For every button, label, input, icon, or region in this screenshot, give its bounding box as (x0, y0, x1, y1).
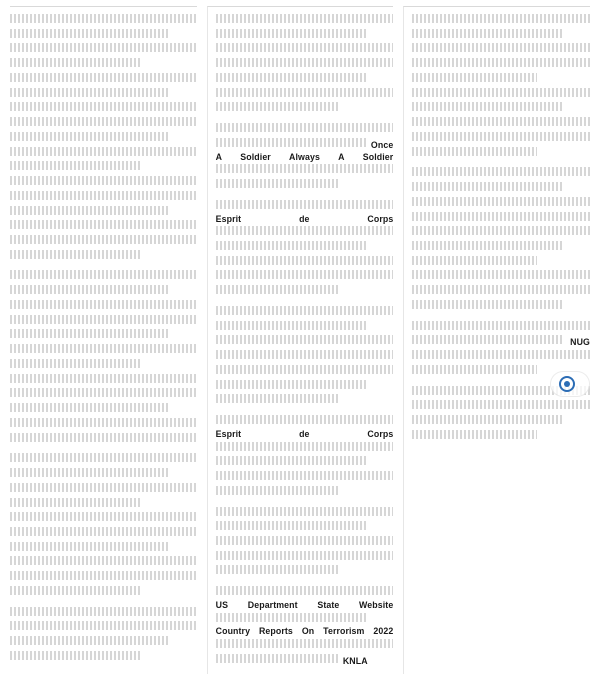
paragraph (216, 122, 394, 193)
paragraph (412, 166, 590, 313)
paragraph (10, 606, 197, 665)
column-1 (10, 6, 197, 674)
paragraph (216, 13, 394, 116)
inline-english-phrase: Country Reports On Terrorism 2022 (215, 626, 394, 637)
paragraph (10, 452, 197, 599)
circle-logo-icon (559, 376, 575, 392)
paragraph (216, 305, 394, 408)
inline-english-phrase: NUG (570, 337, 590, 348)
paragraph (216, 506, 394, 580)
paragraph (412, 320, 590, 379)
inline-english-phrase: US Department State Website (215, 599, 394, 610)
inline-english-phrase: Esprit de Corps (215, 428, 394, 439)
paragraph (10, 13, 197, 263)
column-3 (403, 6, 590, 674)
paragraph (216, 414, 394, 499)
paragraph (412, 13, 590, 160)
paragraph (10, 269, 197, 446)
paragraph (216, 199, 394, 299)
inline-english-phrase: Once A Soldier Always A Soldier (215, 139, 394, 162)
inline-english-phrase: KNLA (342, 655, 368, 666)
column-2 (207, 6, 394, 674)
paragraph (216, 585, 394, 667)
inline-english-phrase: Esprit de Corps (215, 213, 394, 224)
watermark (550, 371, 590, 397)
